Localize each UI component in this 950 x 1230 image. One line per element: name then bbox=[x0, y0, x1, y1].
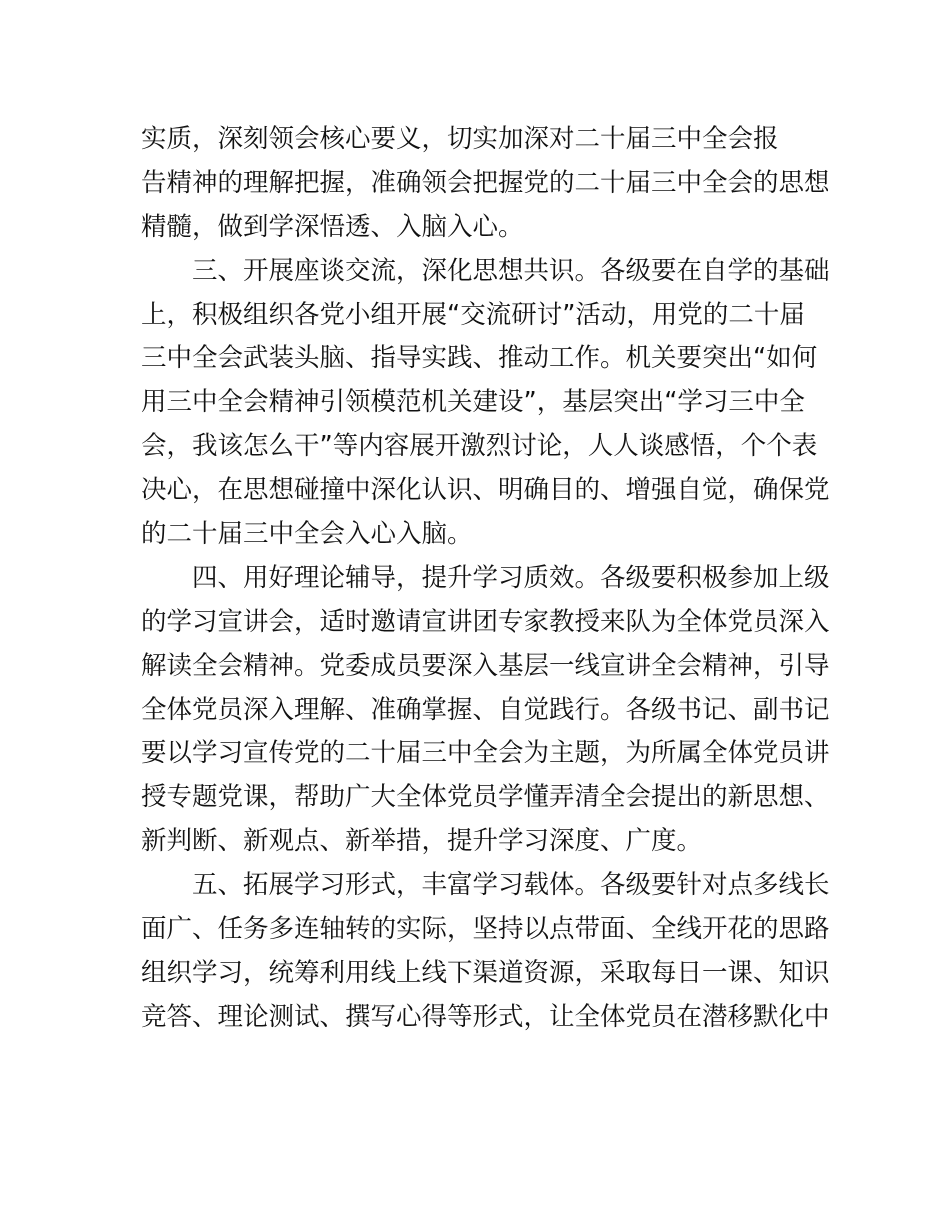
text-line: 上，积极组织各党小组开展“交流研讨”活动，用党的二十届 bbox=[141, 299, 805, 330]
text-line: 要以学习宣传党的二十届三中全会为主题，为所属全体党员讲 bbox=[141, 738, 830, 769]
text-line: 解读全会精神。党委成员要深入基层一线宣讲全会精神，引导 bbox=[141, 650, 830, 681]
text-line: 三中全会武装头脑、指导实践、推动工作。机关要突出“如何 bbox=[141, 343, 818, 374]
text-line: 竞答、理论测试、撰写心得等形式，让全体党员在潜移默化中 bbox=[141, 1001, 830, 1032]
text-line: 全体党员深入理解、准确掌握、自觉践行。各级书记、副书记 bbox=[141, 694, 830, 725]
text-line: 组织学习，统筹利用线上线下渠道资源，采取每日一课、知识 bbox=[141, 957, 830, 988]
text-line: 实质，深刻领会核心要义，切实加深对二十届三中全会报 bbox=[141, 124, 779, 154]
paragraph-heading-line: 三、开展座谈交流，深化思想共识。各级要在自学的基础 bbox=[192, 255, 830, 286]
paragraph-heading-line: 四、用好理论辅导，提升学习质效。各级要积极参加上级 bbox=[192, 562, 830, 593]
document-body bbox=[141, 118, 830, 1040]
paragraph-heading-line: 五、拓展学习形式，丰富学习载体。各级要针对点多线长 bbox=[192, 870, 830, 901]
text-line: 新判断、新观点、新举措，提升学习深度、广度。 bbox=[141, 826, 703, 857]
text-line: 会，我该怎么干”等内容展开激烈讨论，人人谈感悟，个个表 bbox=[141, 431, 818, 462]
text-line: 用三中全会精神引领模范机关建设”，基层突出“学习三中全 bbox=[141, 387, 805, 418]
text-line: 面广、任务多连轴转的实际，坚持以点带面、全线开花的思路 bbox=[141, 914, 830, 945]
text-line: 精髓，做到学深悟透、入脑入心。 bbox=[141, 211, 524, 242]
text-line: 决心，在思想碰撞中深化认识、明确目的、增强自觉，确保党 bbox=[141, 475, 830, 506]
text-line: 授专题党课，帮助广大全体党员学懂弄清全会提出的新思想、 bbox=[141, 782, 830, 813]
text-line: 告精神的理解把握，准确领会把握党的二十届三中全会的思想 bbox=[141, 167, 830, 198]
text-line: 的二十届三中全会入心入脑。 bbox=[141, 519, 473, 550]
text-line: 的学习宣讲会，适时邀请宣讲团专家教授来队为全体党员深入 bbox=[141, 606, 830, 637]
